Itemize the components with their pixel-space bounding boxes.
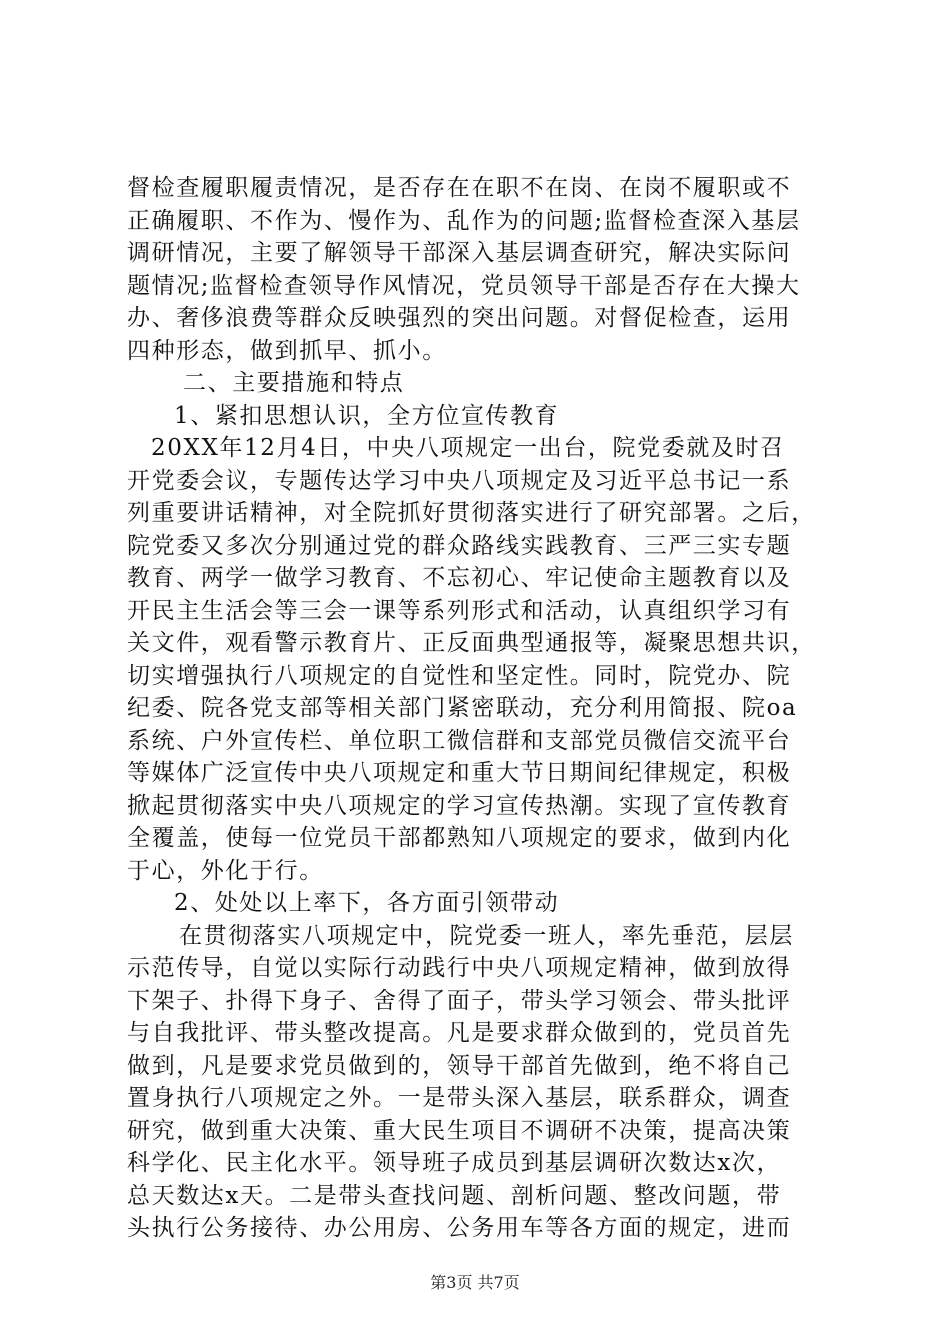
page-number: 第3页 共7页 — [430, 1273, 520, 1292]
text-line: 总天数达x天。二是带头查找问题、剖析问题、整改问题，带 — [127, 1182, 782, 1209]
text-line: 正确履职、不作为、慢作为、乱作为的问题;监督检查深入基层 — [127, 207, 801, 234]
text-line: 开党委会议，专题传达学习中央八项规定及习近平总书记一系 — [127, 467, 792, 494]
text-line: 做到，凡是要求党员做到的，领导干部首先做到，绝不将自己 — [127, 1052, 792, 1079]
text-line: 院党委又多次分别通过党的群众路线实践教育、三严三实专题 — [127, 532, 792, 559]
text-line: 下架子、扑得下身子、舍得了面子，带头学习领会、带头批评 — [127, 987, 792, 1014]
text-line: 研究，做到重大决策、重大民生项目不调研不决策，提高决策 — [127, 1117, 792, 1144]
text-line: 置身执行八项规定之外。一是带头深入基层，联系群众，调查 — [127, 1085, 792, 1111]
text-line: 系统、户外宣传栏、单位职工微信群和支部党员微信交流平台 — [127, 727, 792, 754]
text-line: 办、奢侈浪费等群众反映强烈的突出问题。对督促检查，运用 — [127, 305, 792, 331]
text-line: 头执行公务接待、办公用房、公务用车等各方面的规定，进而 — [127, 1215, 792, 1241]
text-line: 科学化、民主化水平。领导班子成员到基层调研次数达x次， — [127, 1150, 782, 1176]
text-line: 20XX年12月4日，中央八项规定一出台，院党委就及时召 — [151, 435, 785, 461]
text-line: 纪委、院各党支部等相关部门紧密联动，充分利用简报、院oa — [127, 695, 798, 721]
body-text — [127, 172, 827, 1245]
text-line: 与自我批评、带头整改提高。凡是要求群众做到的，党员首先 — [127, 1020, 792, 1046]
text-line: 掀起贯彻落实中央八项规定的学习宣传热潮。实现了宣传教育 — [127, 792, 792, 819]
text-line: 四种形态，做到抓早、抓小。 — [127, 337, 447, 364]
text-line: 等媒体广泛宣传中央八项规定和重大节日期间纪律规定，积极 — [127, 760, 792, 786]
page-footer — [0, 1270, 950, 1293]
subsection-heading: 2、处处以上率下，各方面引领带动 — [174, 890, 560, 916]
text-line: 于心，外化于行。 — [127, 857, 324, 884]
text-line: 列重要讲话精神，对全院抓好贯彻落实进行了研究部署。之后， — [127, 500, 816, 526]
text-line: 督检查履职履责情况，是否存在在职不在岗、在岗不履职或不 — [127, 175, 792, 201]
text-line: 在贯彻落实八项规定中，院党委一班人，率先垂范，层层 — [179, 922, 794, 949]
text-line: 切实增强执行八项规定的自觉性和坚定性。同时，院党办、院 — [127, 662, 792, 689]
text-line: 关文件，观看警示教育片、正反面典型通报等，凝聚思想共识， — [127, 630, 816, 656]
section-heading: 二、主要措施和特点 — [183, 370, 405, 396]
text-line: 调研情况，主要了解领导干部深入基层调查研究，解决实际问 — [127, 240, 792, 266]
subsection-heading: 1、紧扣思想认识，全方位宣传教育 — [174, 402, 560, 429]
text-line: 全覆盖，使每一位党员干部都熟知八项规定的要求，做到内化 — [127, 825, 792, 851]
text-line: 题情况;监督检查领导作风情况，党员领导干部是否存在大操大 — [127, 272, 801, 299]
text-line: 开民主生活会等三会一课等系列形式和活动，认真组织学习有 — [127, 597, 792, 624]
text-line: 教育、两学一做学习教育、不忘初心、牢记使命主题教育以及 — [127, 565, 792, 591]
text-line: 示范传导，自觉以实际行动践行中央八项规定精神，做到放得 — [127, 955, 792, 981]
